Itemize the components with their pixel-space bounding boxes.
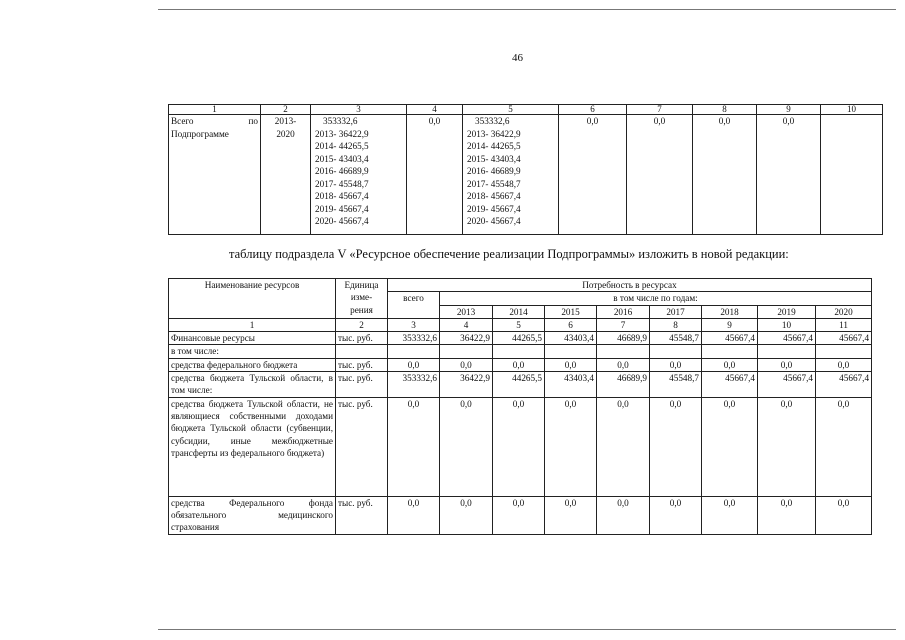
year-value: 2018- 45667,4 [315,191,369,201]
value-cell: 0,0 [493,496,545,534]
value-cell: 0,0 [440,496,493,534]
table1-col-number: 3 [311,105,407,115]
unit-cell: тыс. руб. [336,332,388,345]
period-start: 2013- [274,116,297,126]
value-cell: 353332,6 [388,332,440,345]
col-number: 9 [702,318,758,331]
amendment-sentence: таблицу подраздела V «Ресурсное обеспечение реализации Подпрограммы» изложить в новой редакции: [229,247,789,261]
resource-name: Финансовые ресурсы [169,332,336,345]
unit-cell [336,345,388,358]
value-cell: 45667,4 [816,372,872,398]
value-cell: 45667,4 [758,332,816,345]
value-cell: 0,0 [816,358,872,371]
table1-col-number: 10 [821,105,883,115]
table1-col10 [821,115,883,235]
unit-cell: тыс. руб. [336,496,388,534]
header-year: 2019 [758,305,816,318]
header-year: 2014 [493,305,545,318]
table-row [169,397,872,496]
value-cell [816,345,872,358]
value-cell [702,345,758,358]
value-cell: 36422,9 [440,372,493,398]
header-unit [336,279,388,319]
col-number: 11 [816,318,872,331]
value-cell: 36422,9 [440,332,493,345]
value-cell: 0,0 [702,358,758,371]
table1-header-row [169,105,883,115]
resource-name: средства бюджета Тульской области, в том числе: [169,372,336,398]
value-cell: 0,0 [702,496,758,534]
value-cell [388,345,440,358]
table-row [169,332,872,345]
year-value: 2017- 45548,7 [315,178,369,189]
value-cell [597,345,650,358]
unit-line: Единица [344,280,379,290]
table1-col9: 0,0 [757,115,821,235]
year-value: 2015- 43403,4 [315,153,369,164]
header-row-1 [169,279,872,292]
value-cell: 0,0 [545,496,597,534]
table-row [169,358,872,371]
value-cell: 0,0 [388,397,440,496]
header-year: 2015 [545,305,597,318]
value-cell [758,345,816,358]
value-cell: 45548,7 [650,372,702,398]
page-number: 46 [512,52,523,64]
year-value: 2016- 46689,9 [467,166,521,176]
header-year: 2013 [440,305,493,318]
table1-col-number: 2 [261,105,311,115]
table1-col8: 0,0 [693,115,757,235]
year-value: 2020- 45667,4 [315,216,369,226]
value-cell: 45548,7 [650,332,702,345]
period-end: 2020 [276,128,295,139]
col-number: 5 [493,318,545,331]
value-cell [650,345,702,358]
total-value: 353332,6 [323,116,358,126]
resource-needs-table [168,278,872,535]
value-cell: 0,0 [597,496,650,534]
value-cell: 46689,9 [597,332,650,345]
year-value: 2018- 45667,4 [467,191,521,201]
value-cell: 0,0 [816,397,872,496]
header-year: 2016 [597,305,650,318]
value-cell [440,345,493,358]
table1-col-number: 8 [693,105,757,115]
value-cell: 43403,4 [545,332,597,345]
col-number: 6 [545,318,597,331]
year-value: 2016- 46689,9 [315,166,369,176]
value-cell: 0,0 [440,358,493,371]
year-value: 2014- 44265,5 [467,141,521,151]
table1-col-number: 1 [169,105,261,115]
header-by-years: в том числе по годам: [440,292,872,305]
year-value: 2015- 43403,4 [467,153,521,164]
table1-col6: 0,0 [559,115,627,235]
value-cell [493,345,545,358]
value-cell: 0,0 [597,397,650,496]
col-number: 4 [440,318,493,331]
table1-period [261,115,311,235]
value-cell: 0,0 [758,397,816,496]
header-need: Потребность в ресурсах [388,279,872,292]
value-cell: 353332,6 [388,372,440,398]
value-cell: 0,0 [650,496,702,534]
value-cell: 45667,4 [702,372,758,398]
value-cell: 0,0 [493,358,545,371]
value-cell: 45667,4 [816,332,872,345]
header-total: всего [388,292,440,319]
year-value: 2013- 36422,9 [315,128,369,139]
unit-cell: тыс. руб. [336,397,388,496]
table1-row [169,115,883,235]
value-cell: 0,0 [388,358,440,371]
col-number: 3 [388,318,440,331]
header-year: 2020 [816,305,872,318]
bottom-page-rule [158,629,896,630]
value-cell [545,345,597,358]
value-cell: 45667,4 [702,332,758,345]
year-value: 2019- 45667,4 [315,203,369,214]
value-cell: 0,0 [758,358,816,371]
col-number: 1 [169,318,336,331]
col-number: 2 [336,318,388,331]
value-cell: 44265,5 [493,332,545,345]
table1-row-name: Всего по Подпрограмме [169,115,261,235]
resource-name: средства федерального бюджета [169,358,336,371]
value-cell: 0,0 [758,496,816,534]
table1-col7: 0,0 [627,115,693,235]
table-row [169,372,872,398]
year-value: 2017- 45548,7 [467,178,521,189]
header-year: 2017 [650,305,702,318]
column-number-row [169,318,872,331]
value-cell: 0,0 [702,397,758,496]
unit-line: рения [350,304,373,315]
header-year: 2018 [702,305,758,318]
subprogram-total-table [168,104,883,235]
value-cell: 0,0 [388,496,440,534]
top-page-rule [158,9,896,10]
table-row [169,345,872,358]
resource-name: в том числе: [169,345,336,358]
table1-col-number: 9 [757,105,821,115]
unit-line: изме- [350,292,373,303]
table-row [169,496,872,534]
value-cell: 0,0 [545,358,597,371]
value-cell: 0,0 [545,397,597,496]
value-cell: 45667,4 [758,372,816,398]
value-cell: 0,0 [816,496,872,534]
col-number: 8 [650,318,702,331]
total-value: 353332,6 [475,116,510,126]
table1-col-number: 5 [463,105,559,115]
col-number: 10 [758,318,816,331]
table1-col-number: 6 [559,105,627,115]
value-cell: 0,0 [597,358,650,371]
resource-name: средства Федерального фонда обязательного медицинского страхования [169,496,336,534]
year-value: 2019- 45667,4 [467,203,521,214]
unit-cell: тыс. руб. [336,372,388,398]
year-value: 2013- 36422,9 [467,128,521,139]
value-cell: 44265,5 [493,372,545,398]
table1-col-number: 7 [627,105,693,115]
value-cell: 0,0 [440,397,493,496]
table1-col3 [311,115,407,235]
year-value: 2014- 44265,5 [315,141,369,151]
year-value: 2020- 45667,4 [467,216,521,226]
header-resource-name: Наименование ресурсов [169,279,336,319]
table1-col-number: 4 [407,105,463,115]
resource-name: средства бюджета Тульской области, не являющиеся собственными доходами бюджета Тульской области (субвенции, субсидии, иные межбюджетные трансферты из федерального бюджета) [169,397,336,496]
value-cell: 0,0 [493,397,545,496]
table1-col4: 0,0 [407,115,463,235]
col-number: 7 [597,318,650,331]
value-cell: 43403,4 [545,372,597,398]
value-cell: 0,0 [650,358,702,371]
value-cell: 0,0 [650,397,702,496]
table1-col5 [463,115,559,235]
unit-cell: тыс. руб. [336,358,388,371]
value-cell: 46689,9 [597,372,650,398]
